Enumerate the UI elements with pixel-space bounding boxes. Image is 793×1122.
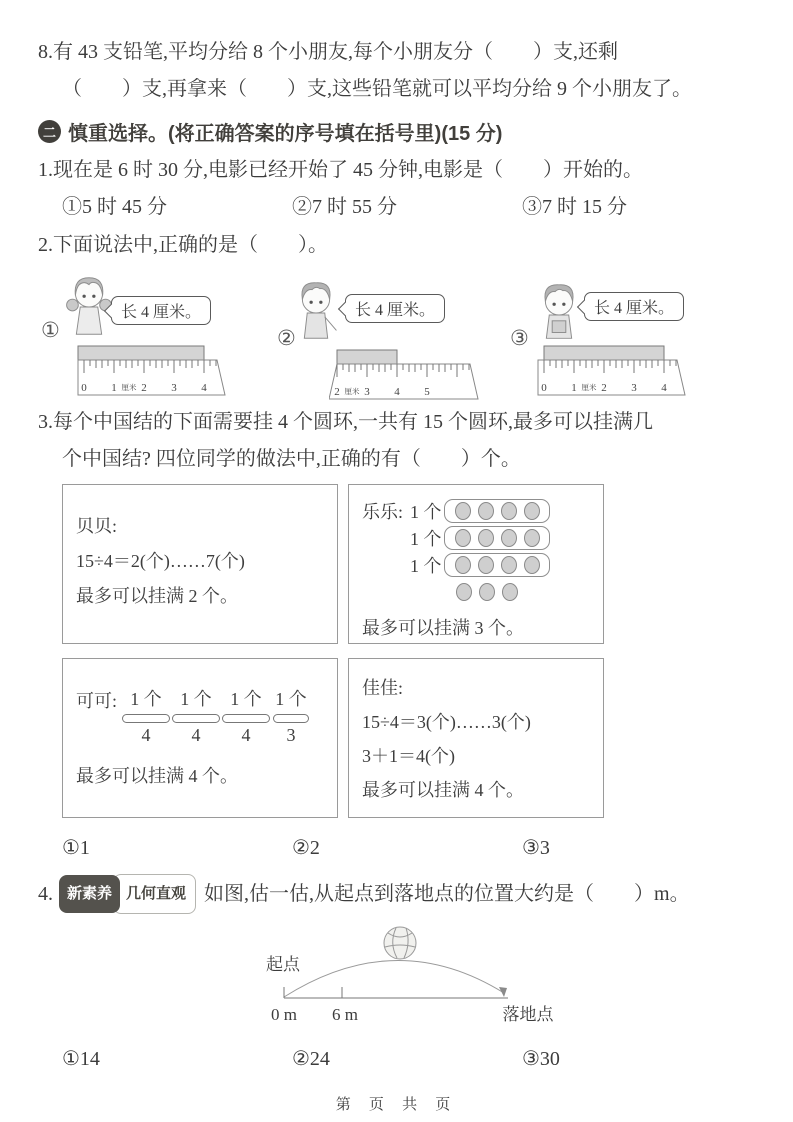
- addition-formula: 3＋1＝4(个): [362, 746, 455, 766]
- q2-text: 2.下面说法中,正确的是（ ）。: [38, 234, 328, 256]
- row-label: 1 个: [410, 501, 442, 522]
- section-number-badge: 二: [38, 120, 61, 143]
- q3-option-3: ③3: [522, 837, 550, 859]
- landing-point-label: 落地点: [502, 1005, 554, 1024]
- question-number: 4.: [38, 883, 53, 905]
- q3-options: [38, 830, 759, 866]
- group-of-three: [271, 687, 311, 747]
- ring-group: [444, 553, 550, 577]
- ring-group: [444, 526, 550, 550]
- q3-text-line2: 个中国结? 四位同学的做法中,正确的有（ ）个。: [62, 448, 521, 470]
- ruler-number: 3: [631, 382, 637, 394]
- group-count: 4: [141, 725, 151, 745]
- arrowhead-icon: [499, 987, 507, 997]
- ring-icon: [455, 529, 471, 547]
- footer-page-label: 第 页 共 页: [335, 1096, 458, 1113]
- zero-meter-label: 0 m: [271, 1005, 297, 1024]
- q8-text-line2: （ ）支,再拿来（ ）支,这些铅笔就可以平均分给 9 个小朋友了。: [62, 78, 692, 100]
- ring-icon: [524, 556, 540, 574]
- q1-option-1: ①5 时 45 分: [62, 196, 167, 218]
- group-count: 4: [191, 725, 201, 745]
- q4-option-2: ②24: [292, 1048, 330, 1070]
- ruler-number: 0: [541, 382, 547, 394]
- ruler-figure-1: [76, 342, 228, 398]
- speech-bubble: [345, 294, 445, 323]
- volleyball-trajectory-figure: [250, 918, 600, 1028]
- row-label: 1 个: [410, 528, 442, 549]
- solution-box-lele: [348, 484, 604, 644]
- q3-option-2: ②2: [292, 837, 320, 859]
- row-label: 1 个: [410, 555, 442, 576]
- q1-text: 1.现在是 6 时 30 分,电影已经开始了 45 分钟,电影是（ ）开始的。: [38, 159, 643, 181]
- measured-bar: [78, 346, 204, 360]
- conclusion-text: 最多可以挂满 4 个。: [362, 780, 524, 800]
- q4-text-line: [38, 874, 759, 914]
- ruler-unit-label: 厘米: [581, 383, 597, 392]
- ruler-figure-2: [329, 346, 481, 402]
- circled-number-label: ②: [277, 326, 296, 350]
- group-bracket-icon: [122, 714, 170, 723]
- division-formula: 15÷4＝3(个)……3(个): [362, 712, 531, 732]
- speech-bubble-text: 长 4 厘米。: [594, 300, 675, 317]
- ruler-number: 1: [111, 382, 117, 394]
- boy-student-icon: [289, 276, 343, 348]
- group-bracket-icon: [273, 714, 309, 723]
- ruler-number: 4: [661, 382, 667, 394]
- ruler-unit-label: 厘米: [344, 387, 360, 396]
- speech-bubble-text: 长 4 厘米。: [121, 304, 202, 321]
- conclusion-text: 最多可以挂满 4 个。: [76, 766, 238, 786]
- ruler-number: 3: [171, 382, 177, 394]
- student-name: 贝贝:: [76, 516, 118, 536]
- ruler-number: 2: [141, 382, 147, 394]
- ring-icon: [456, 583, 472, 601]
- circled-number-label: ①: [41, 318, 60, 342]
- student-name: 可可:: [76, 691, 118, 711]
- measured-bar: [544, 346, 664, 360]
- group-of-four: [121, 687, 171, 747]
- q8-text-line1: 8.有 43 支铅笔,平均分给 8 个小朋友,每个小朋友分（ ）支,还剩: [38, 41, 618, 63]
- six-meter-label: 6 m: [332, 1005, 358, 1024]
- q1-options: [38, 189, 759, 225]
- speech-bubble: [584, 292, 684, 321]
- division-formula: 15÷4＝2(个)……7(个): [76, 551, 245, 571]
- ring-icon: [501, 529, 517, 547]
- ring-row: [362, 497, 590, 524]
- solution-box-beibei: [62, 484, 338, 644]
- group-of-four: [221, 687, 271, 747]
- conclusion-text: 最多可以挂满 2 个。: [76, 586, 238, 606]
- section-title: 慎重选择。(将正确答案的序号填在括号里)(15 分): [68, 123, 503, 145]
- ring-icon: [501, 556, 517, 574]
- student-name: 乐乐:: [362, 501, 404, 522]
- ring-icon: [455, 556, 471, 574]
- ring-row: [362, 551, 590, 578]
- ring-icon: [501, 502, 517, 520]
- solution-box-keke: [62, 658, 338, 818]
- q4-option-1: ①14: [62, 1048, 100, 1070]
- group-bracket-icon: [222, 714, 270, 723]
- group-count: 3: [286, 725, 296, 745]
- ruler-unit-label: 厘米: [121, 383, 137, 392]
- group-label: 1 个: [130, 689, 162, 709]
- geometric-intuition-badge: 几何直观: [113, 874, 196, 914]
- ruler-figure-3: [536, 342, 688, 398]
- q1-option-3: ③7 时 15 分: [522, 196, 627, 218]
- ruler-number: 2: [334, 386, 340, 398]
- q4-option-3: ③30: [522, 1048, 560, 1070]
- ruler-number: 0: [81, 382, 87, 394]
- q3-solution-boxes: [62, 484, 759, 818]
- circled-number-label: ③: [510, 326, 529, 350]
- ring-groups: [121, 687, 311, 747]
- conclusion-text: 最多可以挂满 3 个。: [362, 618, 524, 638]
- section-header: [38, 117, 759, 146]
- ruler-number: 4: [201, 382, 207, 394]
- group-label: 1 个: [180, 689, 212, 709]
- ring-icon: [478, 502, 494, 520]
- ring-icon: [455, 502, 471, 520]
- volleyball-icon: [384, 927, 416, 959]
- group-of-four: [171, 687, 221, 747]
- q2-figures: [38, 268, 759, 402]
- ring-group: [452, 583, 521, 601]
- ruler-number: 5: [424, 386, 430, 398]
- ruler-number: 3: [364, 386, 370, 398]
- boy-student-icon: [532, 278, 586, 350]
- q1-option-2: ②7 时 55 分: [292, 196, 397, 218]
- group-count: 4: [241, 725, 251, 745]
- solution-box-jiajia: [348, 658, 604, 818]
- q2-figure-3: [504, 268, 737, 402]
- q4-options: [38, 1041, 759, 1077]
- measured-bar: [337, 350, 397, 364]
- q2-figure-2: [271, 268, 504, 402]
- q3-text-line1: 3.每个中国结的下面需要挂 4 个圆环,一共有 15 个圆环,最多可以挂满几: [38, 411, 653, 433]
- student-name: 佳佳:: [362, 678, 404, 698]
- trajectory-arc: [284, 960, 504, 997]
- ruler-number: 2: [601, 382, 607, 394]
- group-label: 1 个: [275, 689, 307, 709]
- ring-group: [444, 499, 550, 523]
- ruler-number: 4: [394, 386, 400, 398]
- start-point-label: 起点: [266, 955, 300, 974]
- ring-icon: [524, 502, 540, 520]
- ring-row: [362, 524, 590, 551]
- grouping-diagram: [76, 687, 324, 747]
- q2-figure-1: [38, 268, 271, 402]
- group-label: 1 个: [230, 689, 262, 709]
- ruler-number: 1: [571, 382, 577, 394]
- speech-bubble: [111, 296, 211, 325]
- new-literacy-badge: 新素养: [59, 875, 120, 913]
- speech-bubble-text: 长 4 厘米。: [355, 302, 436, 319]
- ring-icon: [524, 529, 540, 547]
- ring-row: [362, 578, 590, 605]
- group-bracket-icon: [172, 714, 220, 723]
- ring-icon: [478, 556, 494, 574]
- q4-text: 如图,估一估,从起点到落地点的位置大约是（ ）m。: [204, 883, 690, 905]
- q3-option-1: ①1: [62, 837, 90, 859]
- ring-icon: [502, 583, 518, 601]
- ring-icon: [479, 583, 495, 601]
- ring-icon: [478, 529, 494, 547]
